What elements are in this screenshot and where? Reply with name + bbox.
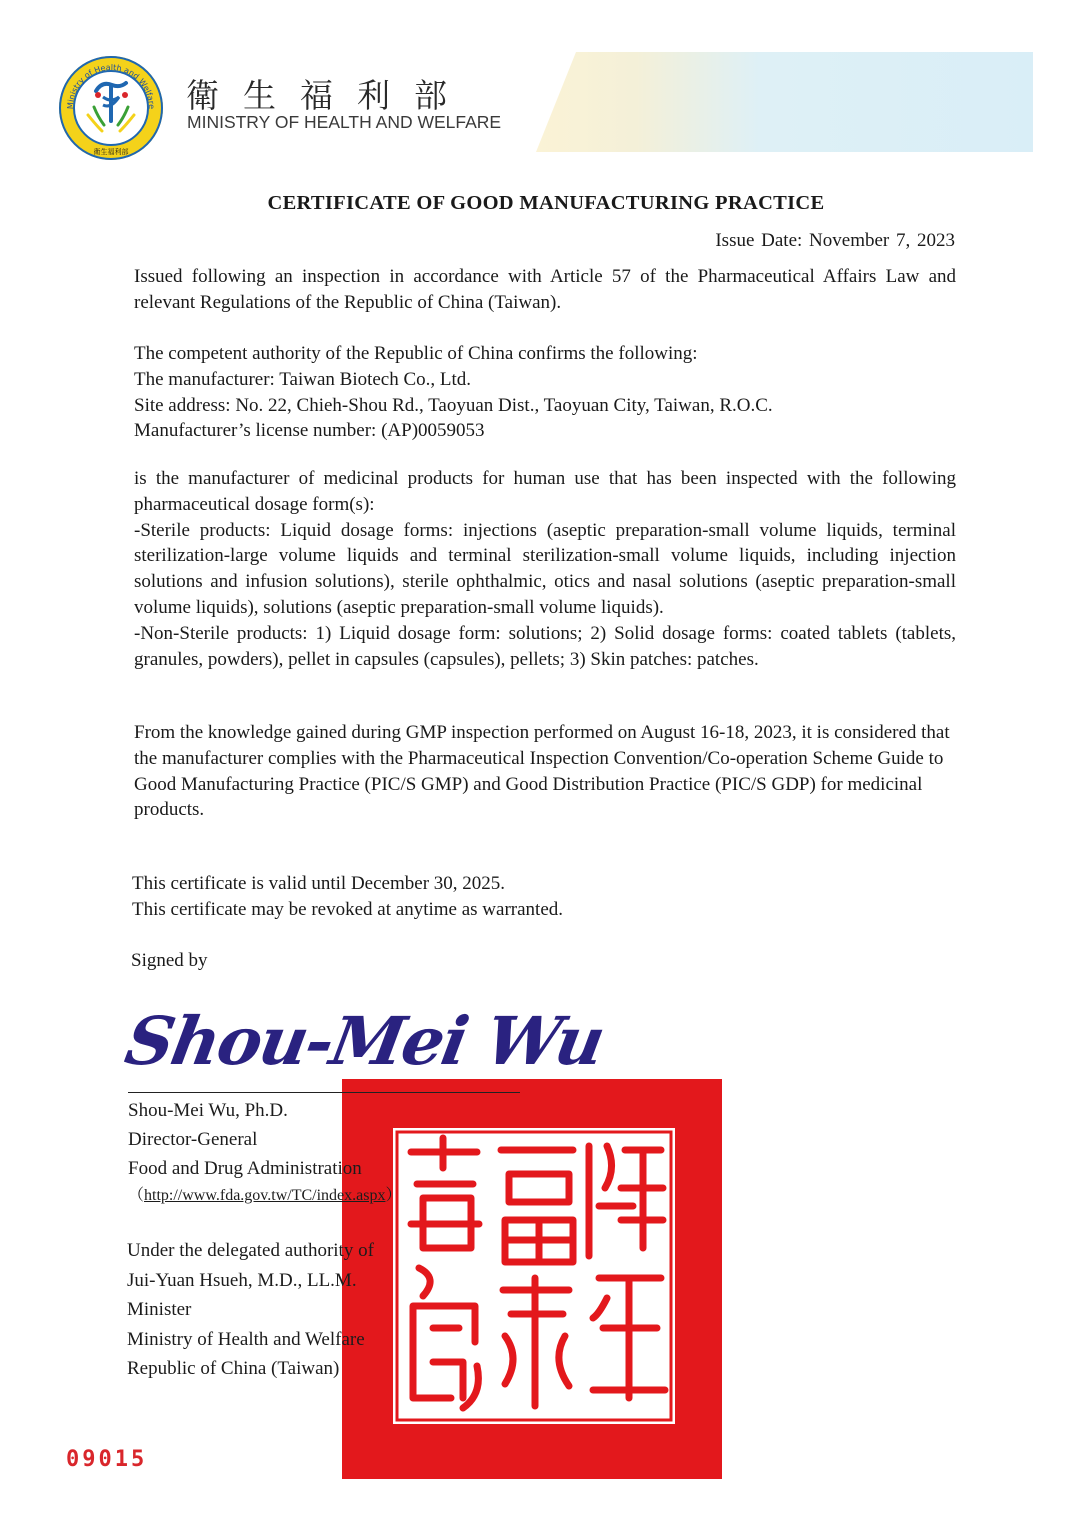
dosage-forms-section <box>134 466 956 672</box>
authority-statement: The competent authority of the Republic of China confirms the following: <box>134 343 698 364</box>
gmp-compliance-paragraph <box>134 720 956 823</box>
certificate-title: CERTIFICATE OF GOOD MANUFACTURING PRACTICE <box>267 192 825 214</box>
country-name: Republic of China (Taiwan) <box>127 1358 340 1379</box>
signed-by-label: Signed by <box>131 950 208 971</box>
minister-title: Minister <box>127 1299 192 1320</box>
url-close-paren: ） <box>385 1187 402 1204</box>
manufacturer-details <box>134 341 956 444</box>
non-sterile-products: -Non-Sterile products: 1) Liquid dosage form: solutions; 2) Solid dosage forms: coated tablets (tablets, granules, powders), pellet in capsules (capsules), pellets; 3) Skin patches: patches. <box>134 622 956 670</box>
agency-url-link[interactable]: http://www.fda.gov.tw/TC/index.aspx <box>144 1187 386 1204</box>
intro-text: Issued following an inspection in accordance with Article 57 of the Pharmaceutical Affairs Law and relevant Regulations of the Republic of China (Taiwan). <box>134 266 956 313</box>
issue-date: Issue Date: November 7, 2023 <box>715 230 955 251</box>
signer-name: Shou-Mei Wu, Ph.D. <box>128 1100 288 1121</box>
gmp-statement: From the knowledge gained during GMP inspection performed on August 16-18, 2023, it is considered that the manufacturer complies with the Pharmaceutical Inspection Convention/Co-operation Scheme Guide to Good Manufacturing Practice (PIC/S GMP) and Good Distribution Practice (PIC/S GDP) for medicinal products. <box>134 722 950 821</box>
ministry-name-english: MINISTRY OF HEALTH AND WELFARE <box>187 112 502 132</box>
signature-line <box>128 1092 520 1093</box>
emblem-ring-text: Ministry of Health and Welfare <box>65 62 157 110</box>
minister-name: Jui-Yuan Hsueh, M.D., LL.M. <box>127 1269 357 1291</box>
emblem-bottom-text: 衛生福利部 <box>93 148 129 156</box>
delegation-block <box>127 1236 374 1384</box>
seal-characters <box>393 1128 675 1424</box>
manufacturer-name: The manufacturer: Taiwan Biotech Co., Ltd. <box>134 368 472 390</box>
header-decorative-band <box>536 52 1033 152</box>
validity-section <box>132 871 954 923</box>
signer-block <box>128 1096 401 1209</box>
sterile-products: -Sterile products: Liquid dosage forms: injections (aseptic preparation-small volume liquids, terminal sterilization-large volume liquids and terminal sterilization-small volume liquids, including injection solutions and infusion solutions), sterile ophthalmic, otics and nasal solutions (aseptic preparation-small volume liquids), solutions (aseptic preparation-small volume liquids). <box>134 519 956 618</box>
signer-position: Director-General <box>128 1129 258 1150</box>
url-open-paren: （ <box>128 1187 145 1204</box>
dosage-intro: is the manufacturer of medicinal products for human use that has been inspected with the following pharmaceutical dosage form(s): <box>134 468 956 515</box>
ministry-name-chinese: 衛生福利部 <box>186 76 471 115</box>
revocation-notice: This certificate may be revoked at anytime as warranted. <box>132 898 563 920</box>
valid-until: This certificate is valid until December 30, 2025. <box>132 873 506 894</box>
license-number: Manufacturer’s license number: (AP)0059053 <box>134 420 485 442</box>
signature-text: Shou-Mei Wu <box>119 1002 609 1080</box>
serial-number: 09015 <box>66 1447 148 1472</box>
site-address: Site address: No. 22, Chieh-Shou Rd., Taoyuan Dist., Taoyuan City, Taiwan, R.O.C. <box>134 394 773 416</box>
agency-url-line <box>128 1183 401 1209</box>
ministry-name: Ministry of Health and Welfare <box>127 1328 365 1350</box>
ministry-emblem-logo <box>58 55 164 161</box>
intro-paragraph <box>134 264 956 316</box>
handwritten-signature <box>119 988 609 1088</box>
delegation-line: Under the delegated authority of <box>127 1240 374 1261</box>
signer-agency: Food and Drug Administration <box>128 1158 362 1179</box>
